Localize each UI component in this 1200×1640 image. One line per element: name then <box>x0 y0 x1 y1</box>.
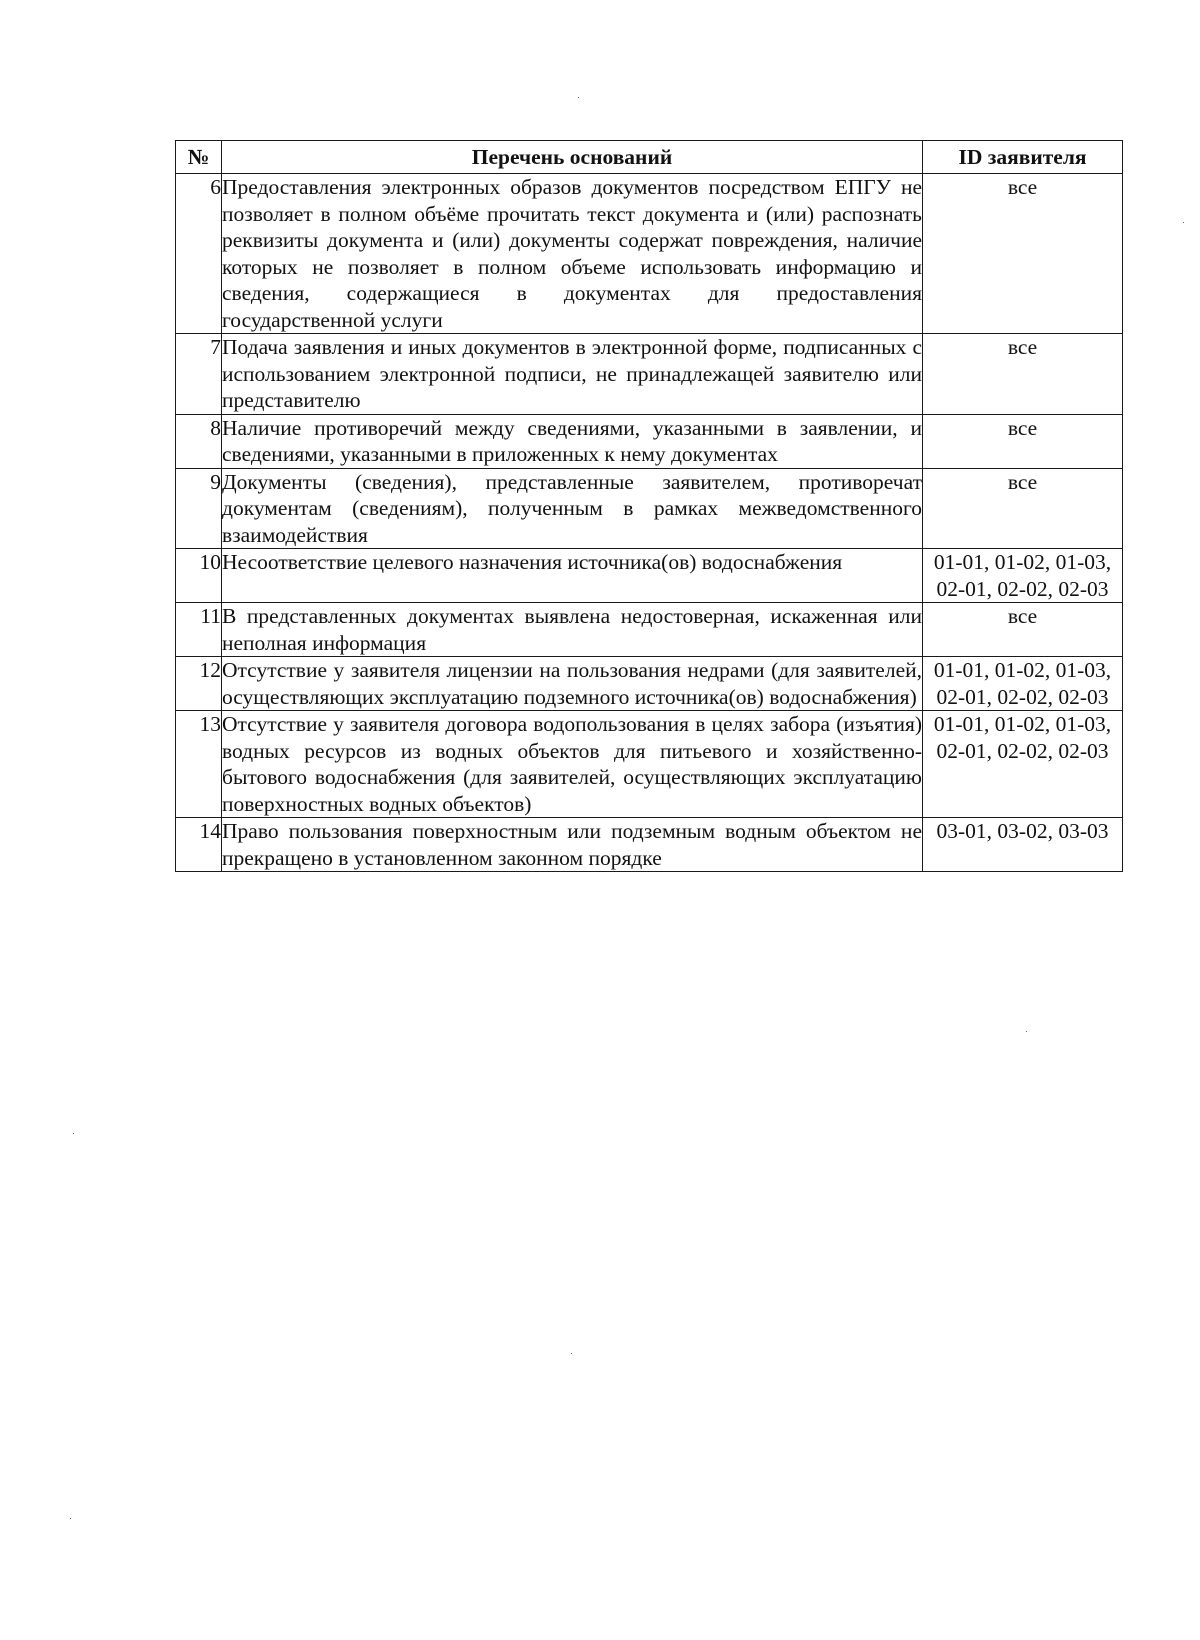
row-number: 8 <box>176 414 222 468</box>
table-row <box>176 603 1123 657</box>
table-row <box>176 334 1123 415</box>
row-grounds-text: Несоответствие целевого назначения источника(ов) водоснабжения <box>222 549 923 603</box>
row-applicant-id: 01-01, 01-02, 01-03, 02-01, 02-02, 02-03 <box>923 711 1123 818</box>
column-header-applicant-id: ID заявителя <box>923 141 1123 174</box>
table-row <box>176 818 1123 872</box>
row-applicant-id: все <box>923 468 1123 549</box>
table-row <box>176 414 1123 468</box>
scan-speck <box>73 1133 74 1134</box>
scan-speck <box>1026 1031 1027 1032</box>
table-header-row <box>176 141 1123 174</box>
row-grounds-text: Отсутствие у заявителя лицензии на пользования недрами (для заявителей, осуществляющих эксплуатацию подземного источника(ов) водоснабжения) <box>222 658 922 709</box>
row-grounds-text: Подача заявления и иных документов в электронной форме, подписанных с использованием электронной подписи, не принадлежащей заявителю или представителю <box>222 335 922 412</box>
row-applicant-id: все <box>923 603 1123 657</box>
table-row <box>176 657 1123 711</box>
row-applicant-id: 01-01, 01-02, 01-03, 02-01, 02-02, 02-03 <box>923 549 1123 603</box>
row-grounds-text: Отсутствие у заявителя договора водопользования в целях забора (изъятия) водных ресурсов из водных объектов для питьевого и хозяйственно-бытового водоснабжения (для заявителей, осуществляющих эксплуатацию поверхностных водных объектов) <box>222 712 922 816</box>
scan-speck <box>70 1518 71 1519</box>
row-grounds-text: Предоставления электронных образов документов посредством ЕПГУ не позволяет в полном объёме прочитать текст документа и (или) распознать реквизиты документа и (или) документы содержат повреждения, наличие которых не позволяет в полном объеме использовать информацию и сведения, содержащиеся в документах для предоставления государственной услуги <box>222 175 922 332</box>
row-grounds-text: Документы (сведения), представленные заявителем, противоречат документам (сведениям), полученным в рамках межведомственного взаимодействия <box>222 469 922 547</box>
table-row <box>176 549 1123 603</box>
table-row <box>176 711 1123 818</box>
row-number: 12 <box>176 657 222 711</box>
row-applicant-id: 01-01, 01-02, 01-03, 02-01, 02-02, 02-03 <box>923 657 1123 711</box>
row-number: 11 <box>176 603 222 657</box>
scan-speck <box>1183 222 1184 223</box>
row-number: 13 <box>176 711 222 818</box>
column-header-number: № <box>176 141 222 174</box>
table-row <box>176 174 1123 334</box>
scan-speck <box>571 1353 572 1354</box>
grounds-table <box>175 140 1123 872</box>
row-number: 7 <box>176 334 222 415</box>
row-applicant-id: 03-01, 03-02, 03-03 <box>923 818 1123 872</box>
column-header-grounds: Перечень оснований <box>222 141 923 174</box>
row-grounds-text: В представленных документах выявлена недостоверная, искаженная или неполная информация <box>222 604 922 655</box>
row-number: 14 <box>176 818 222 872</box>
row-number: 9 <box>176 468 222 549</box>
row-number: 10 <box>176 549 222 603</box>
row-grounds-text: Право пользования поверхностным или подземным водным объектом не прекращено в установленном законном порядке <box>222 819 922 870</box>
row-applicant-id: все <box>923 334 1123 415</box>
row-applicant-id: все <box>923 414 1123 468</box>
scan-speck <box>578 97 579 98</box>
row-grounds-text: Наличие противоречий между сведениями, указанными в заявлении, и сведениями, указанными в приложенных к нему документах <box>222 415 922 466</box>
table-row <box>176 468 1123 549</box>
row-applicant-id: все <box>923 174 1123 334</box>
row-number: 6 <box>176 174 222 334</box>
